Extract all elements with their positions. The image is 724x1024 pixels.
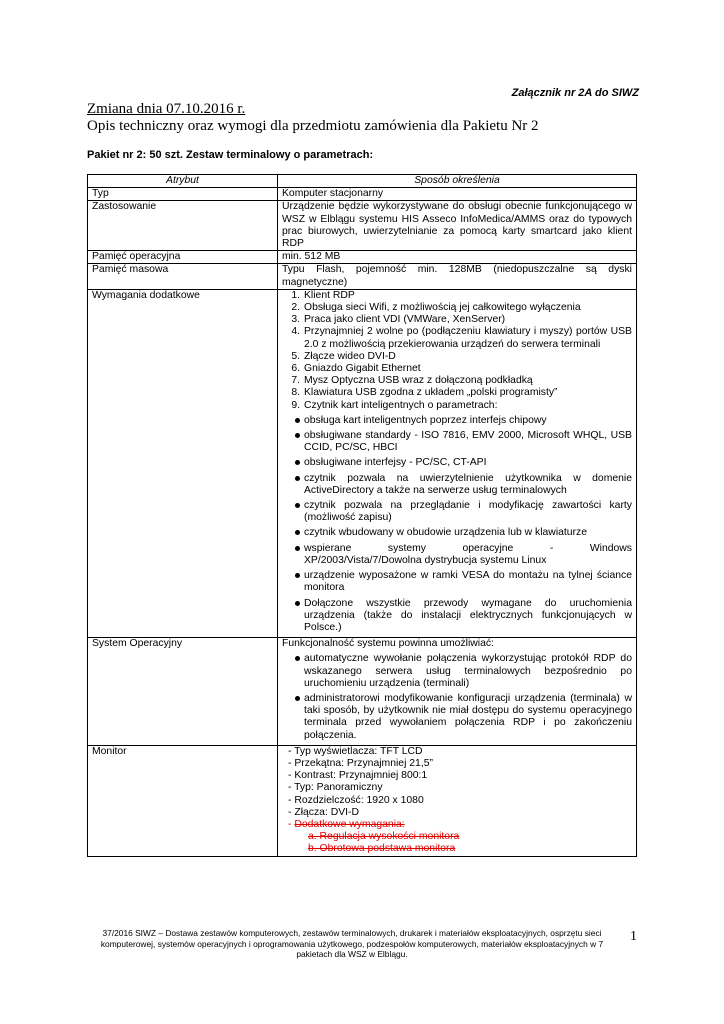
list-item: czytnik wbudowany w obudowie urządzenia lub w klawiaturze	[282, 527, 632, 539]
list-item: - Kontrast: Przynajmniej 800:1	[288, 770, 428, 782]
list-item: automatyczne wywołanie połączenia wykorzystując protokół RDP do wskazanego serwera usług terminalowych bezpośrednio po uruchomieniu urządzenia (terminali)	[282, 653, 632, 690]
bullet-icon	[295, 418, 300, 423]
bullet-icon	[295, 546, 300, 551]
list-item: 1. Klient RDP	[291, 289, 355, 301]
list-item: czytnik pozwala na przeglądanie i modyfikację zawartości karty (możliwość zapisu)	[282, 500, 632, 524]
row-value-system	[278, 638, 637, 746]
row-label-monitor: Monitor	[88, 745, 278, 856]
row-value-pamiec-masowa: Typu Flash, pojemność min. 128MB (niedopuszczalne są dyski magnetyczne)	[278, 264, 637, 289]
row-label-system: System Operacyjny	[88, 638, 278, 746]
list-item: 9. Czytnik kart inteligentnych o parametrach:	[291, 399, 498, 411]
bullet-icon	[295, 530, 300, 535]
table-header-row	[88, 175, 637, 188]
list-item: administratorowi modyfikowanie konfiguracji urządzenia (terminala) w taki sposób, by użytkownik nie miał dostępu do systemu operacyjnego terminala przed wywołaniem połączenia RDP i po zakończeniu połączenia.	[282, 693, 632, 742]
table-row	[88, 289, 637, 637]
row-value-wymagania	[278, 289, 637, 637]
list-item: 6. Gniazdo Gigabit Ethernet	[291, 363, 421, 375]
bullet-icon	[295, 656, 300, 661]
list-item: - Typ wyświetlacza: TFT LCD	[288, 745, 423, 757]
row-label-pamiec-operacyjna: Pamięć operacyjna	[88, 251, 278, 264]
attachment-label: Załącznik nr 2A do SIWZ	[511, 87, 639, 99]
footer-text: 37/2016 SIWZ – Dostawa zestawów komputerowych, zestawów terminalowych, drukarek i materiałów eksploatacyjnych, osprzętu sieci komputerowej, systemów operacyjnych i oprogramowania użytkowego, podzespołów komputerowych, materiałów eksploatacyjnych w 7 pakietach dla WSZ w Elblągu.	[100, 928, 604, 959]
row-label-pamiec-masowa: Pamięć masowa	[88, 264, 278, 289]
bullet-icon	[295, 476, 300, 481]
bullet-icon	[295, 573, 300, 578]
table-row	[88, 251, 637, 264]
struck-heading: - Dodatkowe wymagania:	[288, 818, 405, 830]
list-item: 8. Klawiatura USB zgodna z układem „polski programisty”	[291, 387, 558, 399]
bullet-icon	[295, 503, 300, 508]
list-item: czytnik pozwala na uwierzytelnienie użytkownika w domenie ActiveDirectory a także na serwerze usług terminalowych	[282, 473, 632, 497]
row-label-zastosowanie: Zastosowanie	[88, 201, 278, 251]
list-item: - Rozdzielczość: 1920 x 1080	[288, 794, 424, 806]
struck-item: a. Regulacja wysokości monitora	[308, 831, 460, 843]
list-item: - Przekątna: Przynajmniej 21,5”	[288, 757, 433, 769]
struck-item: b. Obrotowa podstawa monitora	[308, 843, 456, 855]
table-row	[88, 188, 637, 201]
col-header-attribute: Atrybut	[88, 175, 278, 188]
list-item: obsługiwane interfejsy - PC/SC, CT-API	[282, 457, 632, 469]
list-item: 4. Przynajmniej 2 wolne po (podłączeniu klawiatury i myszy) portów USB 2.0 z możliwością przekierowania urządzeń do serwera terminali	[291, 326, 632, 350]
system-intro: Funkcjonalność systemu powinna umożliwiać:	[282, 638, 494, 650]
document-subtitle: Opis techniczny oraz wymogi dla przedmiotu zamówienia dla Pakietu Nr 2	[87, 118, 539, 134]
table-row	[88, 201, 637, 251]
bullet-icon	[295, 696, 300, 701]
list-item: - Złącza: DVI-D	[288, 806, 360, 818]
requirements-list	[282, 290, 632, 412]
list-item: obsługa kart inteligentnych poprzez interfejs chipowy	[282, 415, 632, 427]
bullet-icon	[295, 601, 300, 606]
list-item: Dołączone wszystkie przewody wymagane do uruchomienia urządzenia (także do instalacji elektrycznych funkcjonujących w Polsce.)	[282, 598, 632, 635]
list-item: 7. Mysz Optyczna USB wraz z dołączoną podkładką	[291, 375, 533, 387]
row-value-zastosowanie: Urządzenie będzie wykorzystywane do obsługi obecnie funkcjonującego w WSZ w Elblągu systemu HIS Asseco InfoMedica/AMMS oraz do typowych prac biurowych, uwierzytelnianie za pomocą karty smartcard jako klient RDP	[278, 201, 637, 251]
row-label-typ: Typ	[88, 188, 278, 201]
row-value-pamiec-operacyjna: min. 512 MB	[278, 251, 637, 264]
list-item: 3. Praca jako client VDI (VMWare, XenServer)	[291, 314, 506, 326]
page-number: 1	[630, 929, 637, 944]
list-item: - Typ: Panoramiczny	[288, 782, 383, 794]
list-item: obsługiwane standardy - ISO 7816, EMV 2000, Microsoft WHQL, USB CCID, PC/SC, HBCI	[282, 430, 632, 454]
list-item: urządzenie wyposażone w ramki VESA do montażu na tylnej ściance monitora	[282, 570, 632, 594]
row-value-typ: Komputer stacjonarny	[278, 188, 637, 201]
monitor-list	[282, 746, 632, 856]
pakiet-heading: Pakiet nr 2: 50 szt. Zestaw terminalowy o parametrach:	[87, 149, 374, 161]
list-item: 5. Złącze wideo DVI-D	[291, 350, 396, 362]
bullet-icon	[295, 460, 300, 465]
list-item: 2. Obsługa sieci Wifi, z możliwością jej całkowitego wyłączenia	[291, 302, 581, 314]
table-row	[88, 264, 637, 289]
system-bullets	[282, 653, 632, 741]
list-item: wspierane systemy operacyjne - Windows XP/2003/Vista/7/Dowolna dystrybucja systemu Linux	[282, 543, 632, 567]
change-date: Zmiana dnia 07.10.2016 r.	[87, 101, 246, 117]
table-row	[88, 638, 637, 746]
row-label-wymagania: Wymagania dodatkowe	[88, 289, 278, 637]
spec-table	[87, 174, 637, 857]
row-value-monitor	[278, 745, 637, 856]
table-row	[88, 745, 637, 856]
card-reader-bullets	[282, 415, 632, 634]
bullet-icon	[295, 433, 300, 438]
col-header-method: Sposób określenia	[278, 175, 637, 188]
